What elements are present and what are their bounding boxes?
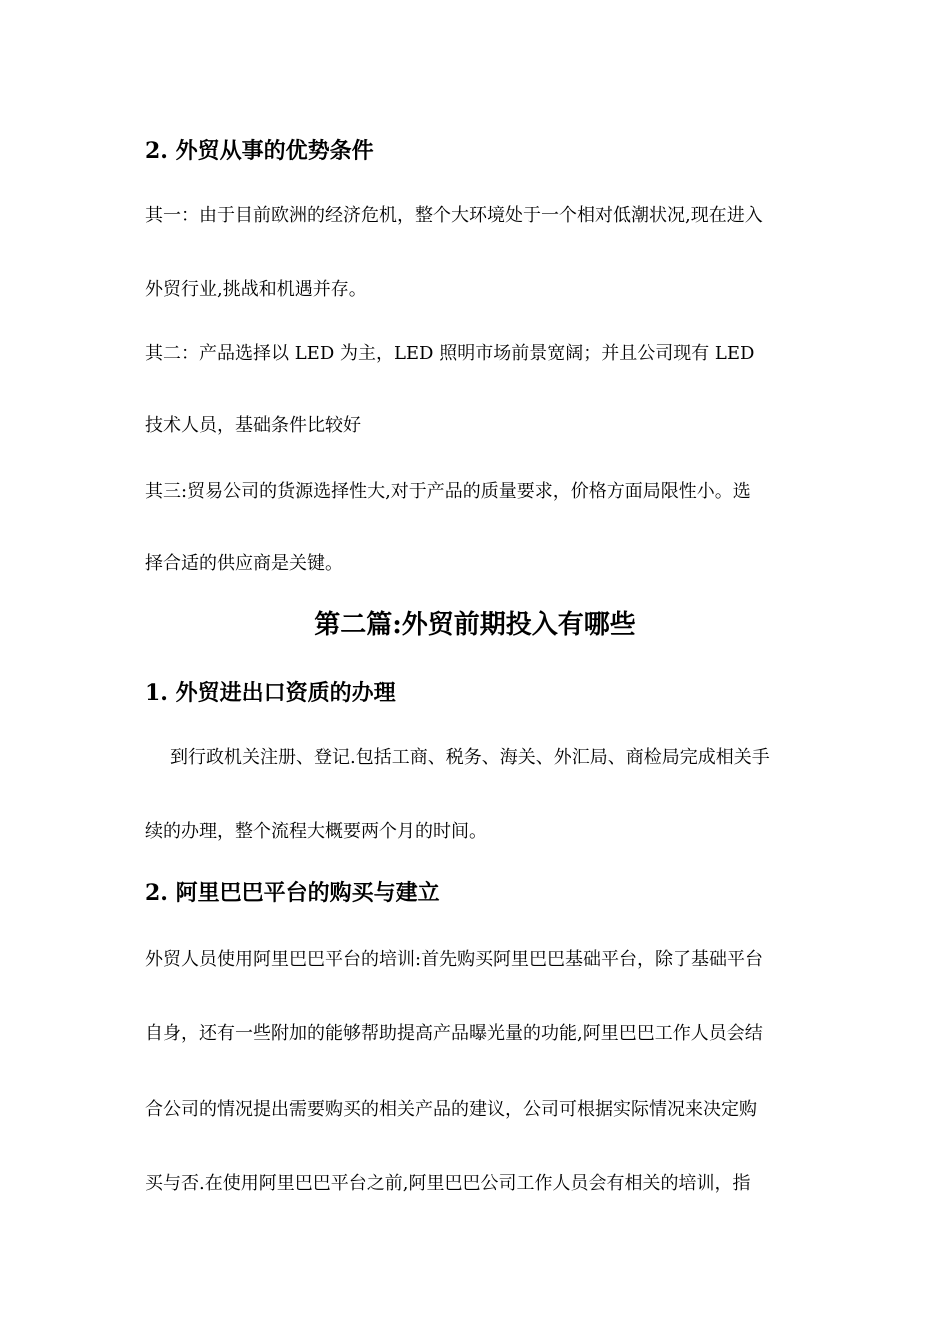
paragraph-line: 自身，还有一些附加的能够帮助提高产品曝光量的功能,阿里巴巴工作人员会结 — [145, 1023, 763, 1044]
paragraph-line: 择合适的供应商是关键。 — [145, 553, 343, 574]
paragraph-line: 外贸行业,挑战和机遇并存。 — [145, 279, 367, 300]
paragraph-line: 续的办理，整个流程大概要两个月的时间。 — [145, 821, 487, 842]
section-heading-advantages: 2. 外贸从事的优势条件 — [145, 138, 374, 164]
paragraph-line: 其二：产品选择以 LED 为主，LED 照明市场前景宽阔；并且公司现有 LED — [145, 343, 755, 364]
chapter-title: 第二篇:外贸前期投入有哪些 — [314, 610, 636, 640]
paragraph-line: 外贸人员使用阿里巴巴平台的培训:首先购买阿里巴巴基础平台，除了基础平台 — [145, 949, 764, 970]
paragraph-line: 合公司的情况提出需要购买的相关产品的建议，公司可根据实际情况来决定购 — [145, 1099, 757, 1120]
paragraph-line: 买与否.在使用阿里巴巴平台之前,阿里巴巴公司工作人员会有相关的培训，指 — [145, 1173, 751, 1194]
paragraph-line: 到行政机关注册、登记.包括工商、税务、海关、外汇局、商检局完成相关手 — [170, 747, 770, 768]
section-heading-qualification: 1. 外贸进出口资质的办理 — [145, 680, 396, 706]
section-heading-alibaba: 2. 阿里巴巴平台的购买与建立 — [145, 880, 440, 906]
paragraph-line: 其一：由于目前欧洲的经济危机，整个大环境处于一个相对低潮状况,现在进入 — [145, 205, 763, 226]
paragraph-line: 其三:贸易公司的货源选择性大,对于产品的质量要求，价格方面局限性小。选 — [145, 481, 751, 502]
paragraph-line: 技术人员，基础条件比较好 — [145, 415, 361, 436]
